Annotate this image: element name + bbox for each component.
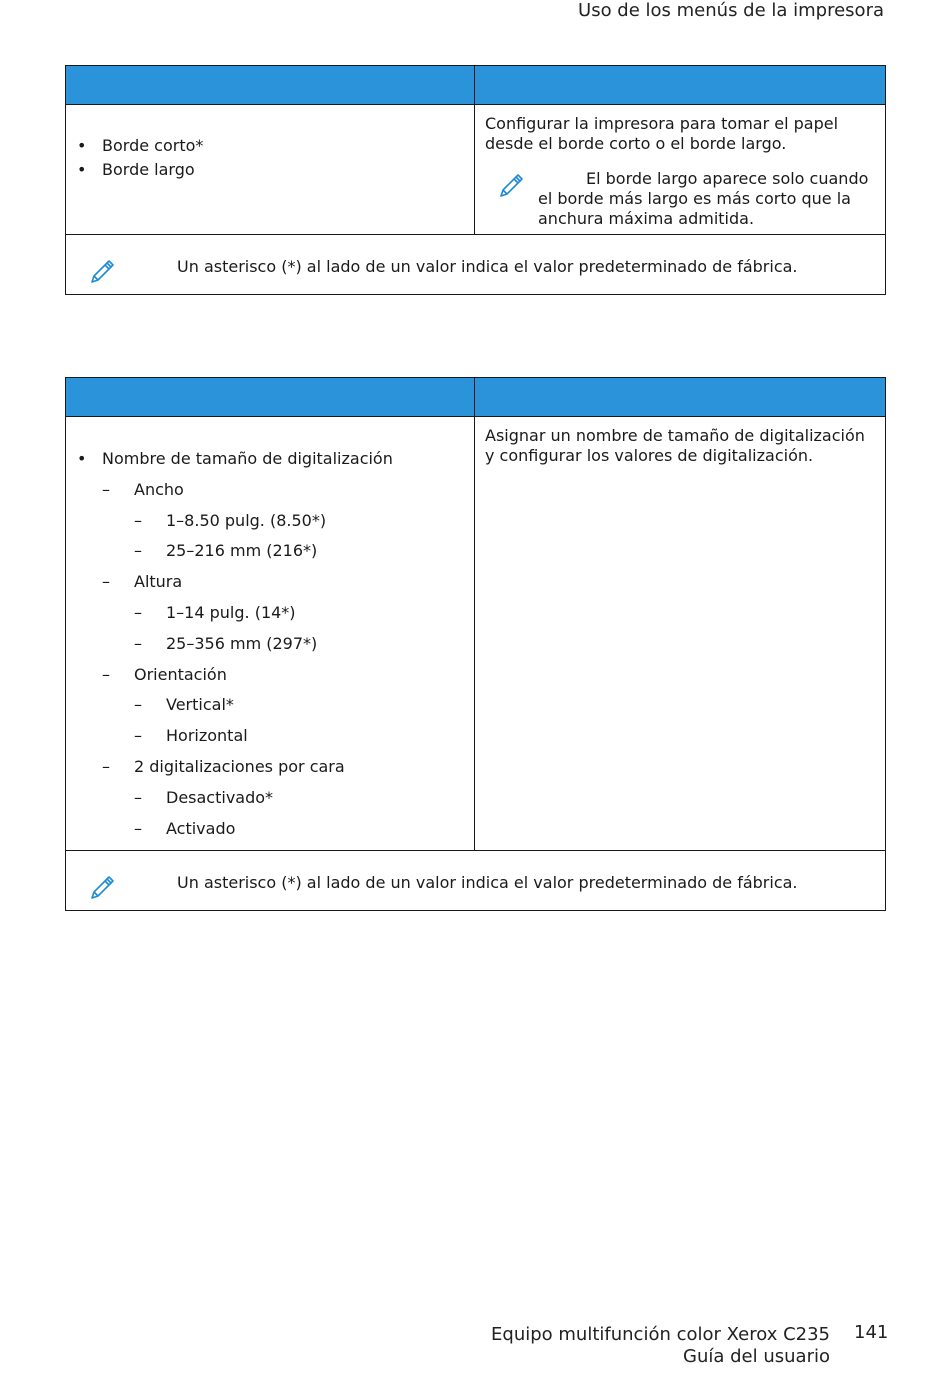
options-cell (66, 417, 475, 851)
footer-guide: Guía del usuario (683, 1346, 830, 1367)
page-footer (491, 1324, 830, 1368)
option-item: • Nombre de tamaño de digitalización (67, 449, 473, 469)
option-item: – Orientación (67, 665, 473, 685)
option-item: – Altura (67, 572, 473, 592)
description-cell (475, 417, 886, 851)
option-item: • Borde largo (67, 160, 473, 180)
pencil-icon (88, 258, 116, 286)
option-list (67, 449, 473, 839)
option-item: – 25–356 mm (297*) (67, 634, 473, 654)
note-text: El borde largo aparece solo cuando el borde más largo es más corto que la anchura máxima admitida. (538, 169, 869, 228)
footnote-row (66, 851, 885, 910)
page-number: 141 (854, 1322, 889, 1343)
footnote-row (66, 235, 885, 294)
table-header-description (475, 66, 886, 105)
description-cell (475, 105, 886, 235)
option-item: – Desactivado* (67, 788, 473, 808)
menu-table-scan-size (65, 377, 886, 911)
table-header-description (475, 378, 886, 417)
footnote-text: Un asterisco (*) al lado de un valor indica el valor predeterminado de fábrica. (177, 257, 798, 276)
option-list (67, 136, 473, 180)
option-item: – 25–216 mm (216*) (67, 541, 473, 561)
option-item: – Ancho (67, 480, 473, 500)
table-header-option (66, 378, 475, 417)
table-header-option (66, 66, 475, 105)
option-item: – Horizontal (67, 726, 473, 746)
footnote-text: Un asterisco (*) al lado de un valor indica el valor predeterminado de fábrica. (177, 873, 798, 893)
pencil-icon (88, 874, 116, 902)
pencil-icon (497, 172, 525, 200)
option-item: – Vertical* (67, 695, 473, 715)
footer-product: Equipo multifunción color Xerox C235 (491, 1324, 830, 1345)
menu-table-feed-edge (65, 65, 886, 295)
inline-note (485, 169, 876, 229)
option-item: – 1–8.50 pulg. (8.50*) (67, 511, 473, 531)
option-item: – Activado (67, 819, 473, 839)
option-item: – 1–14 pulg. (14*) (67, 603, 473, 623)
option-item: – 2 digitalizaciones por cara (67, 757, 473, 777)
options-cell (66, 105, 475, 235)
option-item: • Borde corto* (67, 136, 473, 156)
description-text: Asignar un nombre de tamaño de digitalización y configurar los valores de digitalización. (485, 426, 865, 465)
description-text: Configurar la impresora para tomar el papel desde el borde corto o el borde largo. (485, 114, 839, 153)
running-header: Uso de los menús de la impresora (578, 0, 884, 21)
